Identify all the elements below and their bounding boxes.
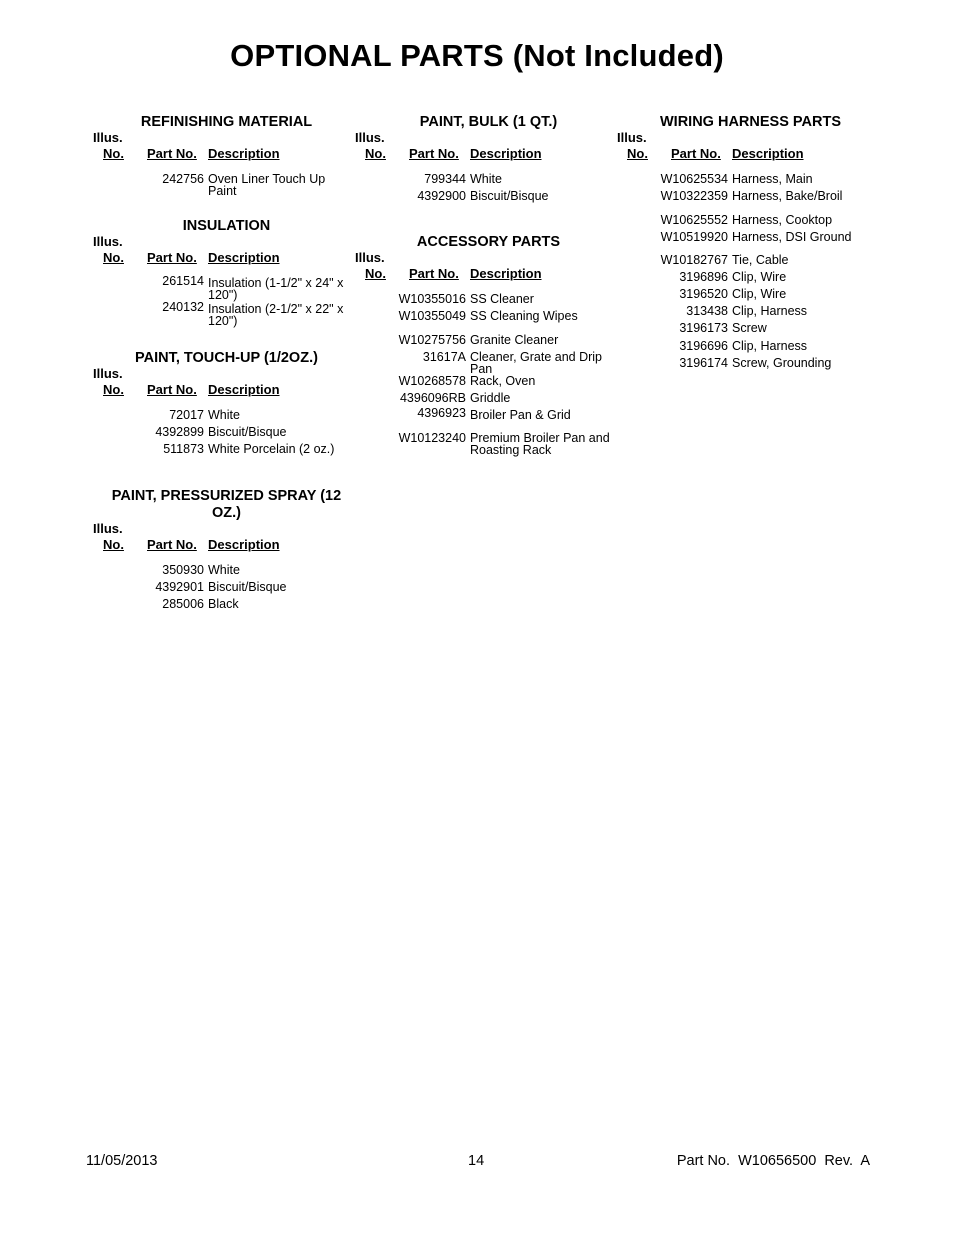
part-description: Harness, Cooktop: [732, 213, 833, 227]
section-paint-bulk: [355, 114, 610, 202]
description-header: Description: [470, 266, 542, 281]
part-description: Premium Broiler Pan and Roasting Rack: [470, 431, 610, 457]
part-no-header: Part No.: [409, 266, 459, 281]
part-no-header: Part No.: [147, 250, 197, 265]
part-number: 31617A: [422, 350, 466, 364]
illus-header: Illus.: [617, 130, 647, 145]
part-row: [617, 357, 872, 369]
part-description: SS Cleaning Wipes: [470, 309, 578, 323]
part-row: [617, 254, 872, 266]
part-number: 3196174: [679, 356, 728, 370]
part-row: [93, 173, 348, 197]
part-row: [617, 322, 872, 334]
part-row: [93, 443, 348, 455]
part-row: [93, 426, 348, 438]
section-wiring-harness-parts: [617, 114, 872, 369]
illus-header: Illus.: [93, 366, 123, 381]
illus-header: Illus.: [355, 250, 385, 265]
part-description: Insulation (1-1/2" x 24" x 120"): [208, 276, 344, 302]
no-header: No.: [103, 146, 124, 161]
part-description: White Porcelain (2 oz.): [208, 442, 335, 456]
part-description: Clip, Harness: [732, 339, 808, 353]
part-description: Insulation (2-1/2" x 22" x 120"): [208, 302, 344, 328]
part-description: White: [208, 563, 240, 577]
part-row: [355, 375, 610, 387]
part-row: [355, 392, 610, 404]
part-description: Rack, Oven: [470, 374, 536, 388]
part-number: W10275756: [398, 333, 466, 347]
page-title: OPTIONAL PARTS (Not Included): [230, 38, 724, 73]
part-description: Biscuit/Bisque: [470, 189, 549, 203]
section-title: PAINT, TOUCH-UP (1/2OZ.): [135, 350, 318, 366]
part-number: W10625552: [660, 213, 728, 227]
part-number: W10355049: [398, 309, 466, 323]
part-number: 350930: [162, 563, 204, 577]
part-number: 3196896: [679, 270, 728, 284]
no-header: No.: [627, 146, 648, 161]
part-row: [617, 190, 872, 202]
part-no-header: Part No.: [147, 382, 197, 397]
part-number: W10322359: [660, 189, 728, 203]
part-number: 3196520: [679, 287, 728, 301]
part-no-header: Part No.: [147, 537, 197, 552]
part-row: [355, 293, 610, 305]
part-description: Cleaner, Grate and Drip Pan: [470, 350, 603, 376]
column-header: [617, 130, 872, 164]
part-number: W10182767: [660, 253, 728, 267]
part-number: 511873: [163, 442, 204, 456]
part-row: [93, 300, 348, 328]
part-row: [355, 432, 610, 456]
part-description: SS Cleaner: [470, 292, 534, 306]
part-row: [93, 409, 348, 421]
part-number: 799344: [424, 172, 466, 186]
part-number: 72017: [169, 408, 204, 422]
column-header: [355, 250, 610, 284]
section-title: REFINISHING MATERIAL: [140, 114, 313, 130]
section-insulation: [93, 218, 348, 327]
no-header: No.: [103, 382, 124, 397]
illus-header: Illus.: [93, 521, 123, 536]
part-number: W10355016: [398, 292, 466, 306]
part-description: Tie, Cable: [732, 253, 789, 267]
part-description: Black: [208, 597, 239, 611]
part-description: Harness, DSI Ground: [732, 230, 852, 244]
part-number: 4392899: [155, 425, 204, 439]
part-number: W10625534: [660, 172, 728, 186]
part-number: 285006: [162, 597, 204, 611]
part-description: Oven Liner Touch Up Paint: [208, 172, 326, 198]
part-description: Broiler Pan & Grid: [470, 408, 571, 422]
illus-header: Illus.: [93, 234, 123, 249]
section-title: INSULATION: [182, 218, 271, 234]
part-row: [355, 406, 610, 422]
column-header: [93, 234, 348, 268]
part-row: [617, 288, 872, 300]
part-description: Screw: [732, 321, 767, 335]
section-accessory-parts: [355, 234, 610, 456]
description-header: Description: [470, 146, 542, 161]
column-header: [93, 130, 348, 164]
section-title: PAINT, PRESSURIZED SPRAY (12 OZ.): [111, 488, 342, 521]
part-row: [617, 173, 872, 185]
description-header: Description: [208, 382, 280, 397]
part-row: [355, 190, 610, 202]
part-number: W10268578: [398, 374, 466, 388]
part-description: Biscuit/Bisque: [208, 425, 287, 439]
section-paint-pressurized-spray: [93, 488, 348, 610]
part-row: [617, 231, 872, 243]
column-header: [93, 366, 348, 400]
part-description: Clip, Wire: [732, 287, 787, 301]
illus-header: Illus.: [93, 130, 123, 145]
column-header: [93, 521, 348, 555]
part-row: [355, 334, 610, 346]
description-header: Description: [208, 250, 280, 265]
part-description: Biscuit/Bisque: [208, 580, 287, 594]
description-header: Description: [732, 146, 804, 161]
part-description: Harness, Bake/Broil: [732, 189, 843, 203]
part-description: White: [208, 408, 240, 422]
part-description: Clip, Harness: [732, 304, 808, 318]
part-number: 3196696: [679, 339, 728, 353]
part-number: W10519920: [660, 230, 728, 244]
part-row: [93, 564, 348, 576]
footer-page-number: 14: [468, 1153, 485, 1169]
footer-part-number: Part No. W10656500 Rev. A: [676, 1153, 870, 1169]
part-no-header: Part No.: [409, 146, 459, 161]
part-row: [355, 351, 610, 375]
part-number: 242756: [162, 172, 204, 186]
part-description: Granite Cleaner: [470, 333, 559, 347]
part-no-header: Part No.: [671, 146, 721, 161]
no-header: No.: [365, 266, 386, 281]
part-row: [617, 305, 872, 317]
part-description: Clip, Wire: [732, 270, 787, 284]
part-description: Griddle: [470, 391, 511, 405]
part-row: [617, 271, 872, 283]
part-number: 4392901: [155, 580, 204, 594]
part-row: [93, 274, 348, 302]
no-header: No.: [103, 537, 124, 552]
part-number: 4396923: [417, 406, 466, 420]
section-title: PAINT, BULK (1 QT.): [419, 114, 558, 130]
part-row: [355, 173, 610, 185]
part-number: 3196173: [679, 321, 728, 335]
section-title: ACCESSORY PARTS: [416, 234, 561, 250]
part-description: White: [470, 172, 502, 186]
part-number: 240132: [162, 300, 204, 314]
section-refinishing-material: [93, 114, 348, 197]
illus-header: Illus.: [355, 130, 385, 145]
part-number: 4392900: [417, 189, 466, 203]
no-header: No.: [103, 250, 124, 265]
section-paint-touch-up: [93, 350, 348, 455]
part-row: [355, 310, 610, 322]
footer-date: 11/05/2013: [86, 1153, 158, 1169]
description-header: Description: [208, 146, 280, 161]
no-header: No.: [365, 146, 386, 161]
description-header: Description: [208, 537, 280, 552]
part-description: Screw, Grounding: [732, 356, 832, 370]
section-title: WIRING HARNESS PARTS: [660, 114, 841, 130]
part-number: W10123240: [398, 431, 466, 445]
part-row: [93, 581, 348, 593]
part-number: 261514: [162, 274, 204, 288]
part-row: [93, 598, 348, 610]
part-row: [617, 214, 872, 226]
part-number: 4396096RB: [399, 391, 466, 405]
part-description: Harness, Main: [732, 172, 813, 186]
part-no-header: Part No.: [147, 146, 197, 161]
part-row: [617, 340, 872, 352]
column-header: [355, 130, 610, 164]
part-number: 313438: [686, 304, 728, 318]
